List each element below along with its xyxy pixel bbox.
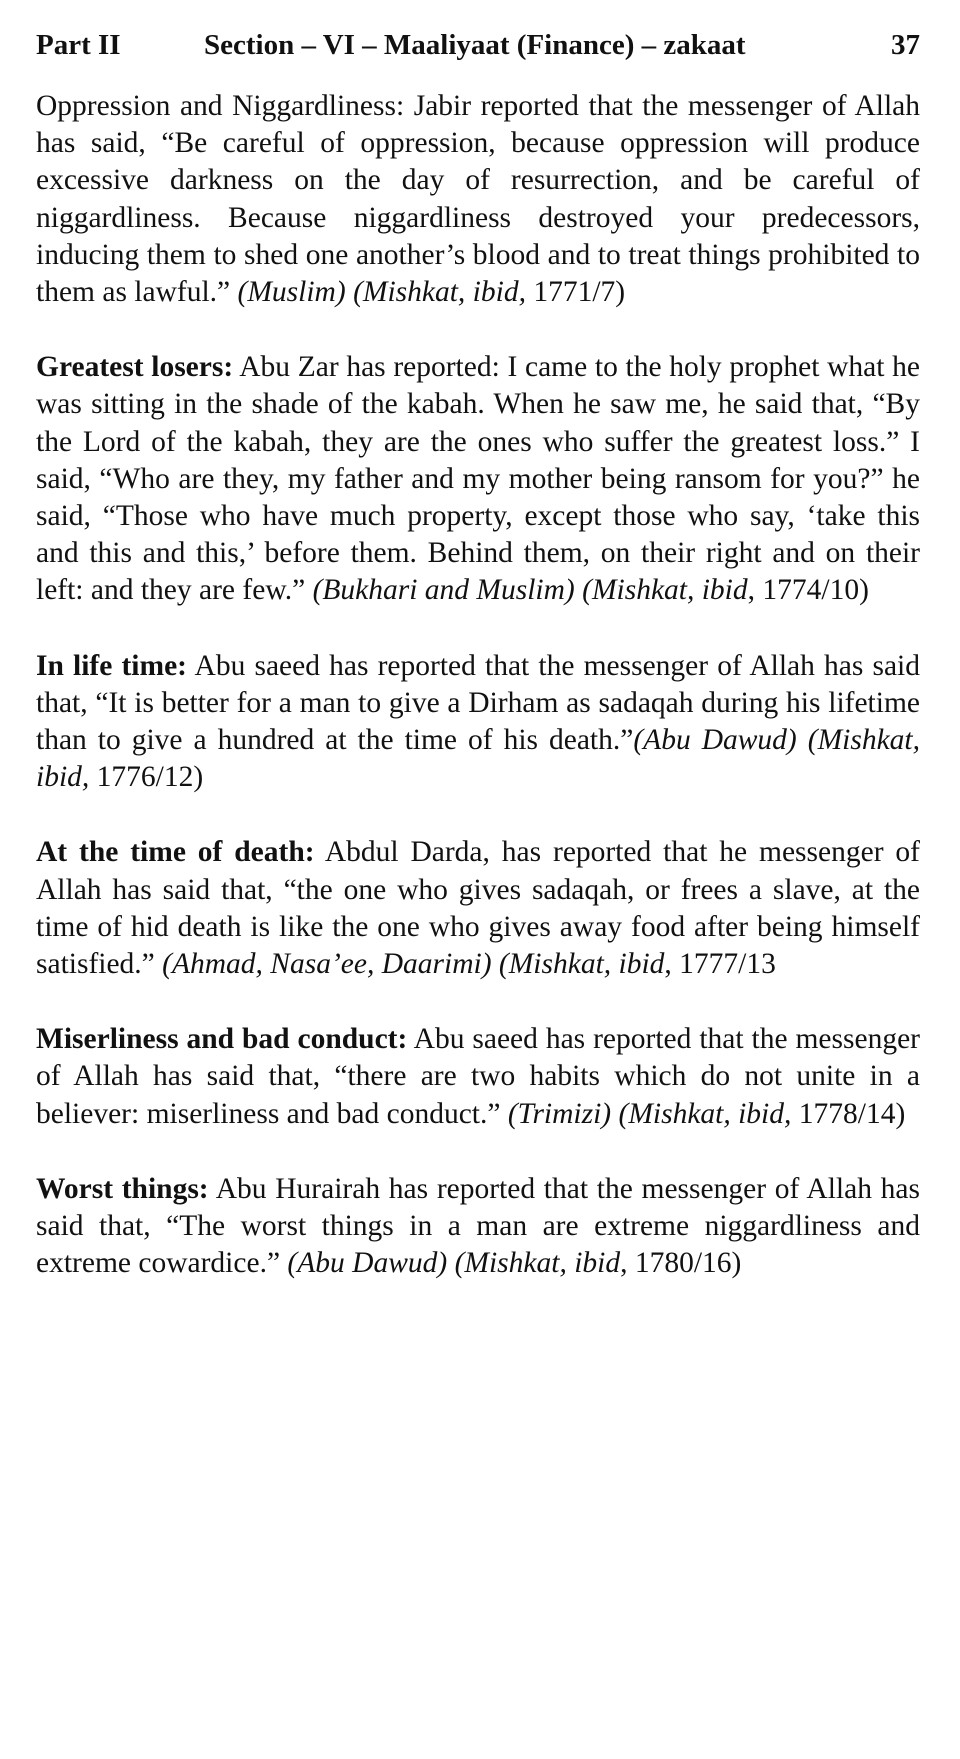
citation-reference: (Mishkat, ibid,: [618, 1097, 792, 1130]
paragraph-oppression-niggardliness: [36, 88, 920, 311]
paragraph-miserliness-bad-conduct: [36, 1021, 920, 1133]
running-header: [36, 22, 920, 68]
citation-source: (Muslim): [237, 276, 346, 309]
paragraph-in-life-time: [36, 648, 920, 797]
citation-reference: (Mishkat, ibid: [582, 574, 748, 607]
paragraph-heading: At the time of death:: [36, 836, 315, 869]
paragraph-heading: In life time:: [36, 649, 187, 682]
citation-source: (Abu Dawud): [287, 1247, 448, 1280]
paragraph-text: Abu saeed has reported that the messenger of Allah has said that, “there are two habits which do not unite in a believer: miserliness and bad conduct.”: [36, 1023, 921, 1130]
citation-number: , 1777/13: [664, 948, 776, 981]
paragraph-text: Abu Hurairah has reported that the messenger of Allah has said that, “The worst things in a man are extreme niggardliness and extreme cowardice.”: [36, 1172, 920, 1280]
citation-source: (Bukhari and Muslim): [312, 574, 575, 607]
citation-source: (Trimizi): [507, 1097, 612, 1130]
page-number: 37: [891, 29, 920, 61]
paragraph-text: Abu saeed has reported that the messenger of Allah has said that, “It is better for a man to give a Dirham as sadaqah during his lifetime than to give a hundred at the time of his death.”: [36, 649, 920, 757]
paragraph-heading: Worst things:: [36, 1172, 209, 1205]
paragraph-greatest-losers: [36, 349, 920, 609]
header-part: Part II: [36, 29, 121, 61]
citation-reference: (Mishkat, ibid: [454, 1247, 621, 1280]
citation-number: 1778/14): [791, 1097, 906, 1130]
document-page: [36, 22, 920, 1282]
citation-source: (Ahmad, Nasa’ee, Daarimi): [162, 948, 492, 981]
citation-number: , 1780/16): [620, 1247, 742, 1280]
paragraph-worst-things: [36, 1171, 920, 1283]
citation-reference: (Mishkat, ibid,: [353, 276, 526, 309]
citation-reference: (Mishkat, ibid: [498, 948, 665, 981]
paragraph-text: Abdul Darda, has reported that he messenger of Allah has said that, “the one who gives sadaqah, or frees a slave, at the time of hid death is like the one who gives away food after being himself satisfied.”: [36, 836, 920, 981]
paragraph-heading: Greatest losers:: [36, 351, 234, 384]
citation-number: , 1774/10): [747, 574, 869, 607]
citation-number: 1776/12): [89, 761, 204, 794]
paragraph-heading: Miserliness and bad conduct:: [36, 1023, 408, 1056]
citation-source: (Abu Dawud): [633, 724, 797, 757]
paragraph-text: Oppression and Niggardliness: Jabir reported that the messenger of Allah has said, “Be careful of oppression, because oppression will produce excessive darkness on the day of resurrection, and be careful of niggardliness. Because niggardliness destroyed your predecessors, inducing them to shed one another’s blood and to treat things prohibited to them as lawful.”: [36, 90, 920, 309]
citation-reference: (Mishkat, ibid,: [36, 724, 921, 794]
header-section-title: Section – VI – Maaliyaat (Finance) – zakaat: [204, 29, 746, 61]
paragraph-text: Abu Zar has reported: I came to the holy prophet what he was sitting in the shade of the kabah. When he saw me, he said that, “By the Lord of the kabah, they are the ones who suffer the greatest loss.” I said, “Who are they, my father and my mother being ransom for you?” he said, “Those who have much property, except those who say, ‘take this and this and this,’ before them. Behind them, on their right and on their left: and they are few.”: [36, 351, 920, 607]
paragraph-at-time-of-death: [36, 834, 920, 983]
citation-number: 1771/7): [525, 276, 626, 309]
